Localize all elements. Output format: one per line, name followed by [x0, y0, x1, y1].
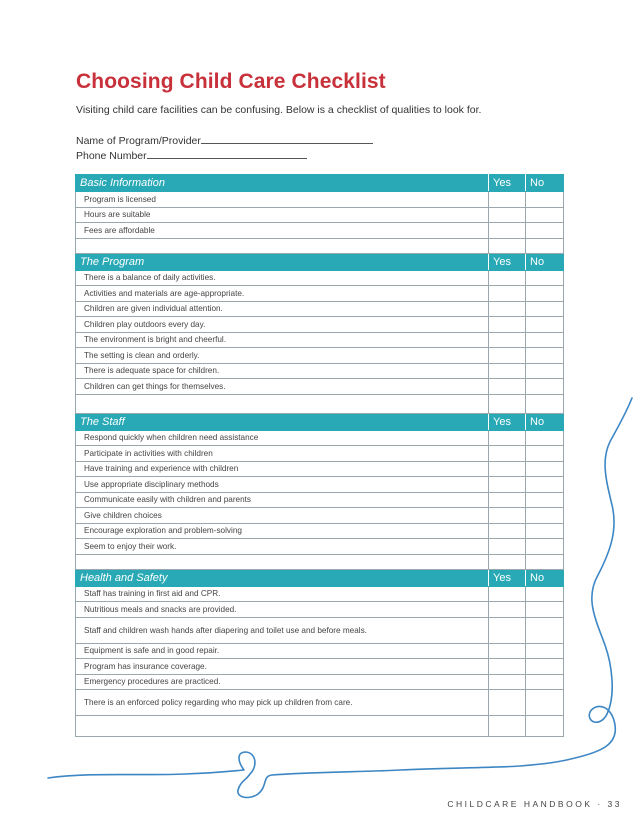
section-heading: The Staff: [76, 413, 489, 430]
checklist-item-label: Respond quickly when children need assistance: [76, 430, 489, 446]
checklist-item-label: Program is licensed: [76, 192, 489, 208]
squiggle-line: [48, 398, 632, 797]
checklist-item-label: Give children choices: [76, 508, 489, 524]
no-column-header: No: [526, 569, 564, 586]
checklist-item-label: Staff has training in first aid and CPR.: [76, 586, 489, 602]
checklist-item-label: Children are given individual attention.: [76, 301, 489, 317]
checklist-item-label: Program has insurance coverage.: [76, 659, 489, 675]
yes-column-header: Yes: [489, 175, 526, 192]
intro-text: Visiting child care facilities can be confusing. Below is a checklist of qualities to look for.: [76, 104, 482, 116]
checklist-item-label: There is adequate space for children.: [76, 363, 489, 379]
checklist-item-label: Communicate easily with children and parents: [76, 492, 489, 508]
checklist-item-label: Activities and materials are age-appropriate.: [76, 286, 489, 302]
no-column-header: No: [526, 413, 564, 430]
page-title: Choosing Child Care Checklist: [76, 70, 386, 93]
phone-number-label: Phone Number: [76, 150, 147, 162]
checklist-item-label: Children can get things for themselves.: [76, 379, 489, 395]
checklist-item-label: Emergency procedures are practiced.: [76, 674, 489, 690]
checklist-item-label: Staff and children wash hands after diapering and toilet use and before meals.: [76, 617, 489, 643]
checklist-item-label: The setting is clean and orderly.: [76, 348, 489, 364]
checklist-item-label: Fees are affordable: [76, 223, 489, 239]
checklist-item-label: Hours are suitable: [76, 207, 489, 223]
no-column-header: No: [526, 253, 564, 270]
section-heading: Basic Information: [76, 175, 489, 192]
checklist-item-label: Children play outdoors every day.: [76, 317, 489, 333]
footer-page-label: CHILDCARE HANDBOOK · 33: [447, 799, 622, 809]
checklist-item-label: There is an enforced policy regarding who may pick up children from care.: [76, 690, 489, 716]
checklist-item-label: Seem to enjoy their work.: [76, 539, 489, 555]
checklist-item-label: Equipment is safe and in good repair.: [76, 643, 489, 659]
checklist-item-label: There is a balance of daily activities.: [76, 270, 489, 286]
checklist-item-label: Participate in activities with children: [76, 446, 489, 462]
section-heading: The Program: [76, 253, 489, 270]
yes-column-header: Yes: [489, 569, 526, 586]
checklist-item-label: Use appropriate disciplinary methods: [76, 477, 489, 493]
yes-column-header: Yes: [489, 413, 526, 430]
checklist-item-label: Nutritious meals and snacks are provided.: [76, 602, 489, 618]
program-name-label: Name of Program/Provider: [76, 135, 201, 147]
checklist-item-label: Have training and experience with children: [76, 461, 489, 477]
no-column-header: No: [526, 175, 564, 192]
section-heading: Health and Safety: [76, 569, 489, 586]
checklist-item-label: Encourage exploration and problem-solving: [76, 523, 489, 539]
checklist-item-label: The environment is bright and cheerful.: [76, 332, 489, 348]
yes-column-header: Yes: [489, 253, 526, 270]
